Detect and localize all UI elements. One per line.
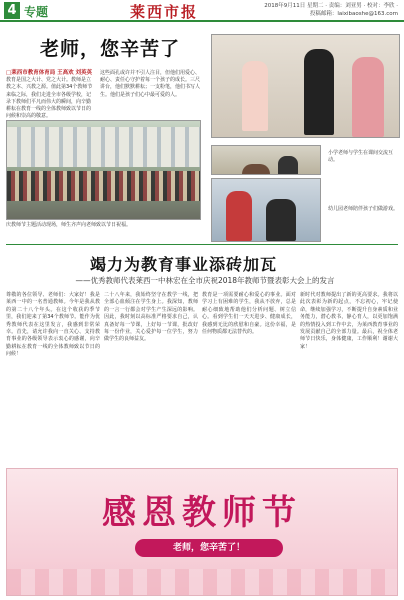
feature-intro (6, 70, 94, 120)
masthead (0, 0, 404, 22)
photo-building (7, 127, 200, 167)
photo-ceremony (6, 120, 201, 220)
photo-figure (278, 156, 298, 175)
article-column-2: 二十八年来，我始终坚守在教学一线，把全部心血倾注在学生身上。我深知，教师的一言一行都会对学生产生深远的影响。因此，我时刻以高标准严格要求自己，认真备好每一节课，上好每一节课，批改好每一份作业，关心爱护每一位学生，努力做学生的良师益友。 (104, 292, 198, 343)
article-headline: 竭力为教育事业添砖加瓦 (90, 255, 278, 274)
banner-decoration (7, 569, 397, 595)
photo-caption-kindergarten: 幼儿园老师陪伴孩子们做游戏。 (328, 206, 399, 212)
photo-figure (266, 199, 296, 241)
article-column-3: 教育是一项需要耐心和爱心的事业。面对学习上有困难的学生，我从不放弃，总是耐心细致地帮助他们分析问题、树立信心。看到学生们一天天进步、健康成长，我感到无比的欣慰和自豪。这份幸福，是任何物质都无法替代的。 (202, 292, 296, 336)
feature-headline: 老师，您辛苦了 (40, 38, 181, 60)
photo-kindergarten (211, 178, 321, 242)
photo-figure (352, 57, 384, 137)
intro-paragraph: 教育是国之大计、党之大计。教师是立教之本、兴教之源。值此第34个教师节来临之际，我们走进全市各级学校，记录下教师们平凡而伟大的瞬间，向辛勤耕耘在教育一线的全体教师致以节日的问候和崇高的敬意。 (6, 77, 93, 120)
intro-byline: □莱西市教育体育局 王高欢 刘英英 (6, 70, 93, 76)
section-label: 专题 (24, 5, 49, 19)
section-divider (6, 244, 398, 245)
newspaper-brand: 莱西市报 (130, 3, 199, 21)
photo-teacher-student (211, 145, 321, 175)
photo-figure (226, 191, 252, 241)
article-deck: ——优秀教师代表莱西一中林宏在全市庆祝2018年教师节暨表彰大会上的发言 (75, 276, 335, 285)
page-number-badge: 4 (4, 2, 20, 19)
banner-title: 感恩教师节 (102, 493, 302, 533)
photo-crowd (7, 171, 200, 201)
article-column-1: 尊敬的各位领导、老师们：大家好！我是莱西一中的一名普通教师。今年是我从教的第二十八个年头。在这个收获的季节里，我们迎来了第34个教师节。能作为优秀教师代表在这里发言，我感到非常荣幸。首先，请允许我向一直关心、支持教育事业的各级领导表示衷心的感谢，向辛勤耕耘在教育一线的全体教师致以节日的问候！ (6, 292, 100, 358)
article-column-4: 新时代对教师提出了新的更高要求。我将以此次表彰为新的起点，不忘初心，牢记使命，继续加强学习，不断提升自身素质和业务能力，潜心教书，静心育人，以更加饱满的热情投入到工作中去，为莱西教育事业的发展贡献自己的全部力量。最后，祝全体老师节日快乐，身体健康，工作顺利！谢谢大家！ (300, 292, 398, 350)
photo-classroom (211, 34, 400, 138)
photo-caption-teacher-student: 小学老师与学生在课间交流互动。 (328, 150, 394, 163)
photo-figure (304, 49, 334, 135)
banner-tagline: 老师，您辛苦了！ (135, 539, 283, 557)
photo-figure (242, 164, 270, 175)
masthead-meta: 2018年9月11日 星期二 · 责编：刘亚男 · 校对：李欣 · 投稿邮箱：laixibaoshe@163.com (264, 3, 398, 17)
teachers-day-banner (6, 468, 398, 596)
intro-paragraph-2: 这些面孔或许并不引人注目，但他们用爱心、耐心、责任心守护着每一个孩子的成长。三尺讲台，他们默默耕耘；一支粉笔，他们书写人生。他们是孩子们心中最可爱的人。 (100, 70, 201, 98)
photo-figure (242, 61, 268, 131)
photo-caption-ceremony: 庆教师节主题活动现场，师生齐声向老师致以节日祝福。 (6, 222, 132, 228)
